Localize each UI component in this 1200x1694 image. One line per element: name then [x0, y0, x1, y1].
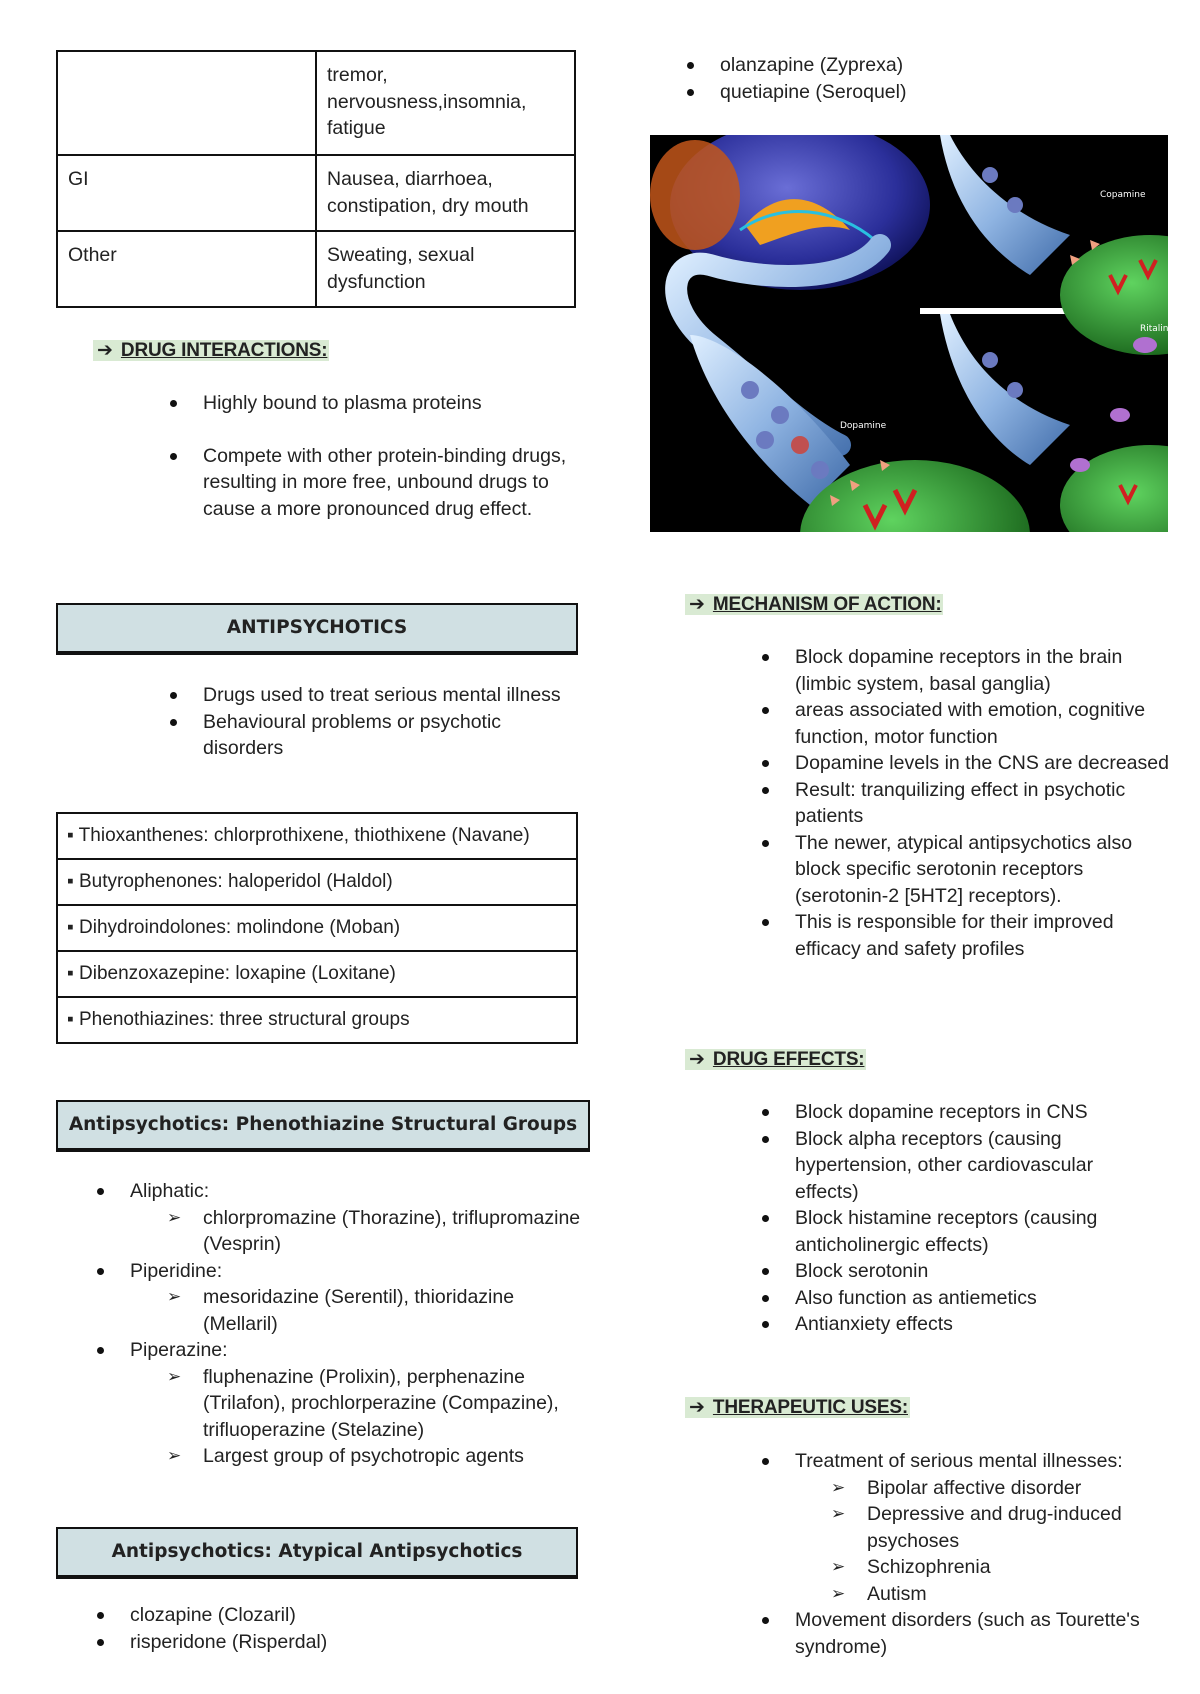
- drug-interactions-heading: ➔ DRUG INTERACTIONS:: [93, 338, 329, 365]
- list-item: Also function as antiemetics: [795, 1285, 1135, 1312]
- sub-list-item: ➢ Largest group of psychotropic agents: [203, 1443, 590, 1470]
- list-item: olanzapine (Zyprexa): [720, 52, 1140, 79]
- list-item: The newer, atypical antipsychotics also block specific serotonin receptors (serotonin-2 [5HT2] receptors).: [795, 830, 1180, 910]
- table-cell-effects: tremor, nervousness,insomnia, fatigue: [316, 51, 575, 155]
- atypical-header: Antipsychotics: Atypical Antipsychotics: [56, 1527, 578, 1577]
- side-effects-table: [56, 50, 576, 308]
- drug-effects-list: [795, 1099, 1135, 1338]
- sub-list-item: ➢ mesoridazine (Serentil), thioridazine (Mellaril): [203, 1284, 590, 1337]
- list-item: Block dopamine receptors in CNS: [795, 1099, 1135, 1126]
- table-cell-category: [57, 51, 316, 155]
- figure-label-copamine: Copamine: [1100, 190, 1146, 200]
- list-item: Treatment of serious mental illnesses: ➢ Bipolar affective disorder ➢ Depressive and drug-induced psychoses ➢ Schizophrenia ➢ Autism: [795, 1448, 1180, 1607]
- table-row: [57, 51, 575, 155]
- arrow-right-icon: ➔: [685, 1049, 711, 1070]
- figure-label-ritalin: Ritalin: [1140, 324, 1168, 334]
- table-row: ▪ Phenothiazines: three structural groups: [67, 1009, 410, 1030]
- table-row: ▪ Dihydroindolones: molindone (Moban): [58, 906, 576, 952]
- list-item: Piperidine: ➢ mesoridazine (Serentil), thioridazine (Mellaril): [130, 1258, 590, 1338]
- sub-list-item: ➢ Bipolar affective disorder: [867, 1475, 1180, 1502]
- atypical-list-right: [720, 52, 1140, 105]
- list-item: clozapine (Clozaril): [130, 1602, 550, 1629]
- list-item: This is responsible for their improved efficacy and safety profiles: [795, 909, 1180, 962]
- therapeutic-uses-heading: ➔ THERAPEUTIC USES:: [685, 1395, 910, 1422]
- mechanism-heading: ➔ MECHANISM OF ACTION:: [685, 592, 943, 619]
- sub-list-item: ➢ fluphenazine (Prolixin), perphenazine (Trilafon), prochlorperazine (Compazine), trifluoperazine (Stelazine): [203, 1364, 590, 1444]
- table-cell-category: Other: [57, 231, 316, 307]
- list-item: Highly bound to plasma proteins: [203, 390, 578, 417]
- list-item: risperidone (Risperdal): [130, 1629, 550, 1656]
- list-item: quetiapine (Seroquel): [720, 79, 1140, 106]
- drug-interactions-list: [203, 390, 578, 522]
- list-item: Antianxiety effects: [795, 1311, 1135, 1338]
- sub-list: [203, 1364, 590, 1470]
- sub-list: [203, 1284, 590, 1337]
- antipsychotics-list: [203, 682, 578, 762]
- sub-list-item: ➢ Depressive and drug-induced psychoses: [867, 1501, 1180, 1554]
- list-item: Compete with other protein-binding drugs, resulting in more free, unbound drugs to cause a more pronounced drug effect.: [203, 443, 578, 523]
- list-item: Block alpha receptors (causing hypertension, other cardiovascular effects): [795, 1126, 1135, 1206]
- therapeutic-uses-list: [795, 1448, 1180, 1660]
- table-cell-effects: Nausea, diarrhoea, constipation, dry mouth: [316, 155, 575, 231]
- arrow-right-icon: ➔: [685, 594, 711, 615]
- dopamine-synapse-figure: [650, 135, 1168, 532]
- list-item: Piperazine: ➢ fluphenazine (Prolixin), perphenazine (Trilafon), prochlorperazine (Compazine), trifluoperazine (Stelazine) ➢ Largest group of psychotropic agents: [130, 1337, 590, 1470]
- list-item: Aliphatic: ➢ chlorpromazine (Thorazine), triflupromazine (Vesprin): [130, 1178, 590, 1258]
- antipsychotics-header: ANTIPSYCHOTICS: [56, 603, 578, 653]
- list-item: Block histamine receptors (causing anticholinergic effects): [795, 1205, 1135, 1258]
- atypical-list-left: [130, 1602, 550, 1655]
- sub-list-item: ➢ chlorpromazine (Thorazine), triflupromazine (Vesprin): [203, 1205, 590, 1258]
- table-row: ▪ Butyrophenones: haloperidol (Haldol): [58, 860, 576, 906]
- list-item: Movement disorders (such as Tourette's syndrome): [795, 1607, 1180, 1660]
- list-item: areas associated with emotion, cognitive function, motor function: [795, 697, 1180, 750]
- list-item: Dopamine levels in the CNS are decreased: [795, 750, 1180, 777]
- list-item: Behavioural problems or psychotic disorders: [203, 709, 578, 762]
- phenothiazine-header: Antipsychotics: Phenothiazine Structural Groups: [56, 1100, 590, 1150]
- arrow-right-icon: ➔: [685, 1397, 711, 1418]
- list-item: Drugs used to treat serious mental illness: [203, 682, 578, 709]
- sub-list: [867, 1475, 1180, 1608]
- table-row: [57, 155, 575, 231]
- table-row: ▪ Dibenzoxazepine: loxapine (Loxitane): [58, 952, 576, 998]
- synapse-illustration: [650, 135, 1168, 532]
- antipsychotic-classes-table: [56, 812, 578, 1044]
- table-cell-effects: Sweating, sexual dysfunction: [316, 231, 575, 307]
- list-item: Result: tranquilizing effect in psychotic patients: [795, 777, 1180, 830]
- phenothiazine-groups-list: [130, 1178, 590, 1470]
- sub-list-item: ➢ Schizophrenia: [867, 1554, 1180, 1581]
- mechanism-list: [795, 644, 1180, 962]
- arrow-right-icon: ➔: [93, 340, 119, 361]
- figure-label-dopamine: Dopamine: [840, 421, 887, 431]
- table-row: ▪ Thioxanthenes: chlorprothixene, thiothixene (Navane): [58, 814, 576, 860]
- table-cell-category: GI: [57, 155, 316, 231]
- sub-list: [203, 1205, 590, 1258]
- table-row: [57, 231, 575, 307]
- list-item: Block serotonin: [795, 1258, 1135, 1285]
- list-item: Block dopamine receptors in the brain (limbic system, basal ganglia): [795, 644, 1180, 697]
- drug-effects-heading: ➔ DRUG EFFECTS:: [685, 1047, 866, 1074]
- sub-list-item: ➢ Autism: [867, 1581, 1180, 1608]
